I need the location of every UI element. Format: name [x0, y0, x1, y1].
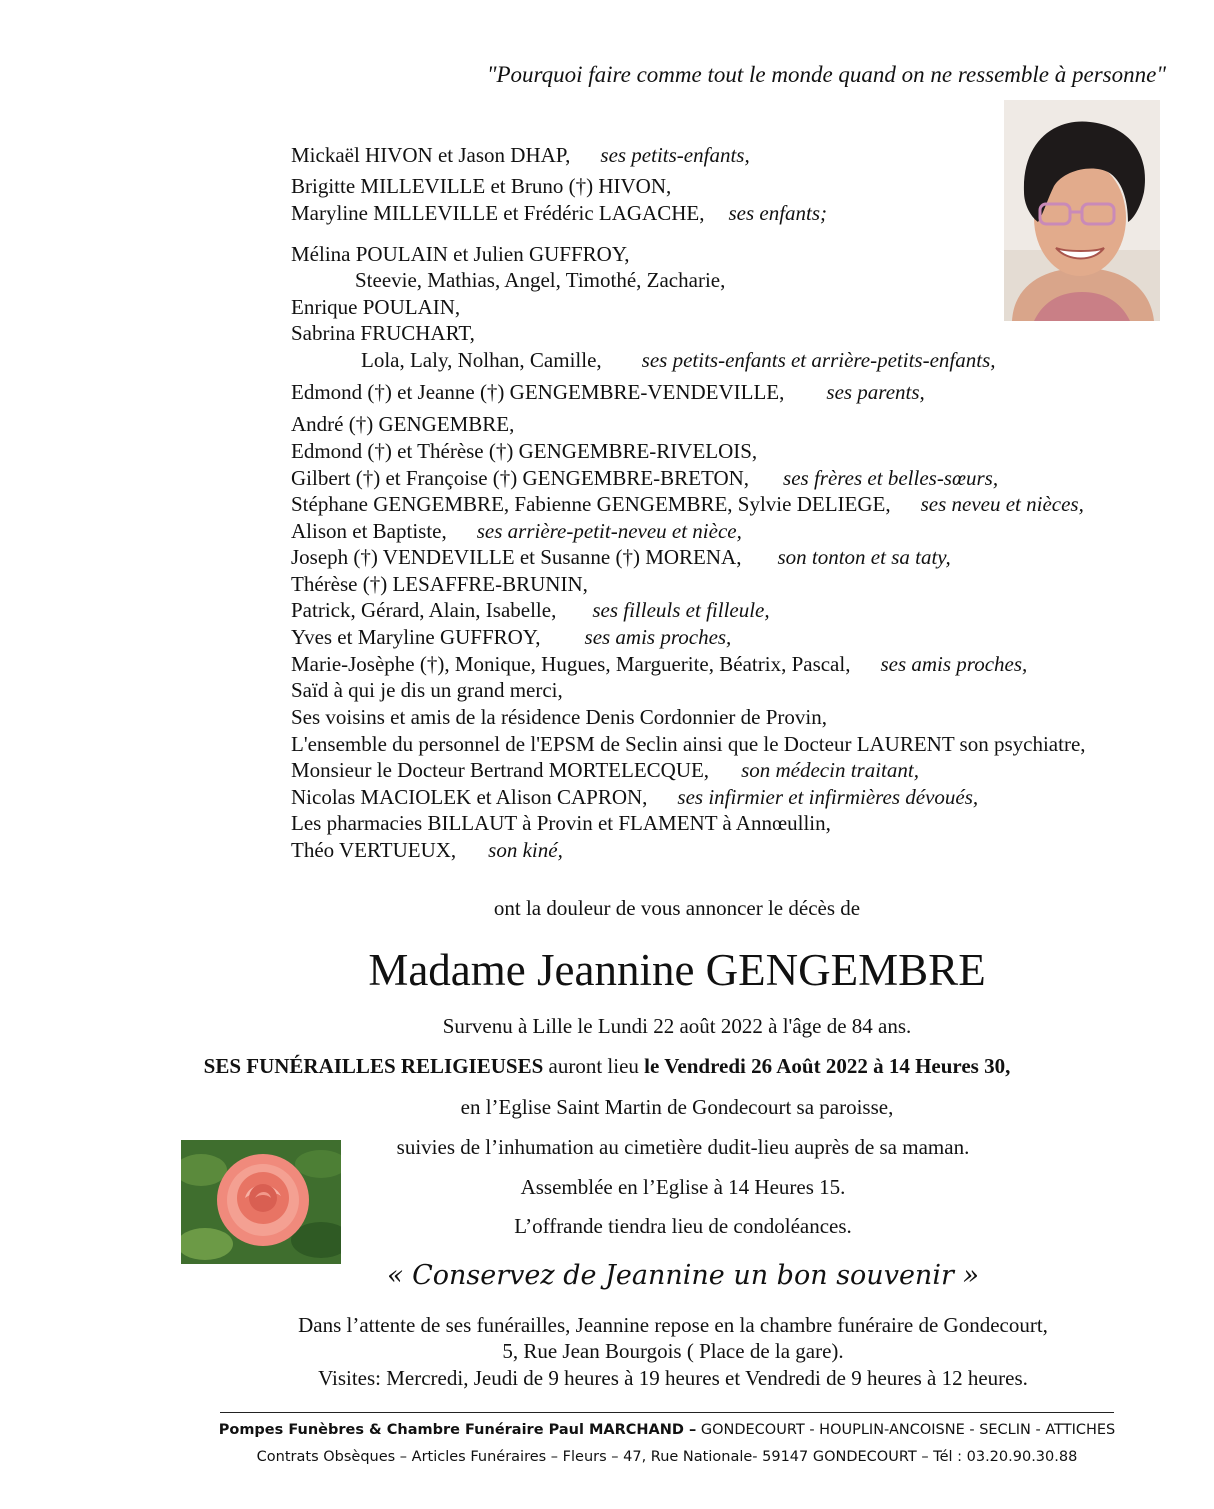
death-info: Survenu à Lille le Lundi 22 août 2022 à l'âge de 84 ans. [442, 1014, 912, 1038]
epigraph: "Pourquoi faire comme tout le monde quand on ne ressemble à personne" [486, 62, 1166, 87]
family-line: Steevie, Mathias, Angel, Timothé, Zacharie, [355, 268, 726, 292]
family-line: Nicolas MACIOLEK et Alison CAPRON, ses infirmier et infirmières dévoués, [291, 785, 979, 809]
family-line: Monsieur le Docteur Bertrand MORTELECQUE, son médecin traitant, [291, 758, 919, 782]
funeral-info: SES FUNÉRAILLES RELIGIEUSES auront lieu le Vendredi 26 Août 2022 à 14 Heures 30, [203, 1054, 1011, 1078]
family-line: Marie-Josèphe (†), Monique, Hugues, Marguerite, Béatrix, Pascal, ses amis proches, [291, 652, 1028, 676]
deceased-name: Madame Jeannine GENGEMBRE [368, 945, 986, 995]
family-line: Lola, Laly, Nolhan, Camille, ses petits-enfants et arrière-petits-enfants, [361, 348, 996, 372]
waiting-line: 5, Rue Jean Bourgois ( Place de la gare). [502, 1339, 844, 1363]
family-line: Joseph (†) VENDEVILLE et Susanne (†) MORENA, son tonton et sa taty, [291, 545, 951, 569]
family-line: Brigitte MILLEVILLE et Bruno (†) HIVON, [291, 174, 672, 198]
waiting-line: Visites: Mercredi, Jeudi de 9 heures à 19 heures et Vendredi de 9 heures à 12 heures. [318, 1366, 1028, 1390]
family-line: Maryline MILLEVILLE et Frédéric LAGACHE, ses enfants; [291, 201, 828, 225]
family-line: Les pharmacies BILLAUT à Provin et FLAMENT à Annœullin, [291, 811, 831, 835]
waiting-line: Dans l’attente de ses funérailles, Jeannine repose en la chambre funéraire de Gondecourt, [298, 1313, 1048, 1337]
family-line: L'ensemble du personnel de l'EPSM de Seclin ainsi que le Docteur LAURENT son psychiatre, [291, 732, 1086, 756]
family-line: Sabrina FRUCHART, [291, 321, 475, 345]
remembrance-quote: « Conservez de Jeannine un bon souvenir » [387, 1260, 979, 1291]
footer-contact: Contrats Obsèques – Articles Funéraires – Fleurs – 47, Rue Nationale- 59147 GONDECOURT – Tél : 03.20.90.30.88 [256, 1449, 1078, 1465]
family-line: Alison et Baptiste, ses arrière-petit-neveu et nièce, [291, 519, 742, 543]
portrait-photo [1004, 100, 1160, 321]
burial-info: suivies de l’inhumation au cimetière dudit-lieu auprès de sa maman. [396, 1135, 970, 1159]
family-line: Yves et Maryline GUFFROY, ses amis proches, [291, 625, 732, 649]
family-line: Thérèse (†) LESAFFRE-BRUNIN, [291, 572, 588, 596]
family-line: Enrique POULAIN, [291, 295, 461, 319]
family-line: Edmond (†) et Jeanne (†) GENGEMBRE-VENDEVILLE, ses parents, [291, 380, 925, 404]
family-line: Patrick, Gérard, Alain, Isabelle, ses filleuls et filleule, [291, 598, 770, 622]
family-line: Saïd à qui je dis un grand merci, [291, 678, 563, 702]
family-line: Stéphane GENGEMBRE, Fabienne GENGEMBRE, Sylvie DELIEGE, ses neveu et nièces, [291, 492, 1084, 516]
announcement: ont la douleur de vous annoncer le décès de [493, 896, 861, 920]
assembly-info: Assemblée en l’Eglise à 14 Heures 15. [520, 1175, 846, 1199]
family-line: Mélina POULAIN et Julien GUFFROY, [291, 242, 630, 266]
family-line: Ses voisins et amis de la résidence Denis Cordonnier de Provin, [291, 705, 827, 729]
family-line: Théo VERTUEUX, son kiné, [291, 838, 563, 862]
footer-company: Pompes Funèbres & Chambre Funéraire Paul MARCHAND – GONDECOURT - HOUPLIN-ANCOISNE - SECLIN - ATTICHES [218, 1422, 1116, 1438]
footer-divider [220, 1412, 1114, 1413]
offering-info: L’offrande tiendra lieu de condoléances. [514, 1214, 852, 1238]
church-info: en l’Eglise Saint Martin de Gondecourt sa paroisse, [460, 1095, 894, 1119]
family-line: André (†) GENGEMBRE, [291, 412, 515, 436]
family-line: Edmond (†) et Thérèse (†) GENGEMBRE-RIVELOIS, [291, 439, 758, 463]
family-line: Mickaël HIVON et Jason DHAP, ses petits-enfants, [291, 143, 750, 167]
family-line: Gilbert (†) et Françoise (†) GENGEMBRE-BRETON, ses frères et belles-sœurs, [291, 466, 999, 490]
